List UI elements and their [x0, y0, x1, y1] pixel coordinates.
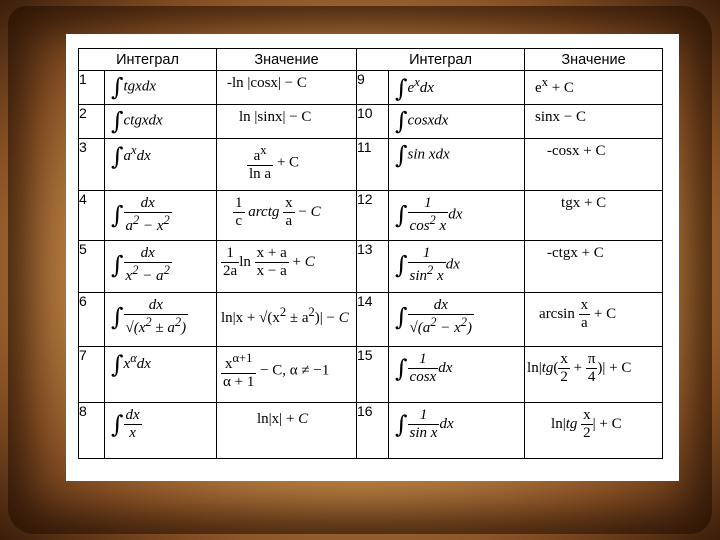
row-number: 3	[79, 139, 105, 191]
integral-cell: ∫ $\frac{dx}{x^2 - a^2}$	[105, 241, 217, 293]
value-cell: $\frac{1}{2a}$ ln $\frac{x + a}{x - a}$ + C	[217, 241, 357, 293]
integral-cell: ∫ $\frac{1}{\text{sin x}}$ dx	[389, 403, 525, 459]
integral-cell: ∫ $\frac{1}{\sin^2 x}$ dx	[389, 241, 525, 293]
row-number: 10	[357, 105, 389, 139]
integral-cell: ∫ $\frac{dx}{x}$	[105, 403, 217, 459]
integral-cell: ∫tgxdx	[105, 71, 217, 105]
integral-cell: ∫ $\frac{dx}{a^2 - x^2}$	[105, 191, 217, 241]
table-row	[79, 347, 663, 403]
value-cell: $\frac{1}{c}$ arctg $\frac{x}{a}$ − C	[217, 191, 357, 241]
row-number: 15	[357, 347, 389, 403]
header-integral-right: Интеграл	[357, 49, 525, 71]
value-cell: $\ln|x + √(x^2 \pm a^2)| - C$	[217, 293, 357, 347]
table-row	[79, 403, 663, 459]
table-row	[79, 105, 663, 139]
value-cell: $e^x + C$	[525, 71, 663, 105]
value-cell: $\frac{a^x}{\text{ln a}}$ + C	[217, 139, 357, 191]
row-number: 5	[79, 241, 105, 293]
table-row	[79, 139, 663, 191]
value-cell: -ctgx + C	[525, 241, 663, 293]
integral-cell: ∫ $\frac{dx}{√(a^2 - x^2)}$	[389, 293, 525, 347]
row-number: 9	[357, 71, 389, 105]
header-value-right: Значение	[525, 49, 663, 71]
integral-cell: $\int x^\alpha dx$	[105, 347, 217, 403]
table-header-row	[79, 49, 663, 71]
row-number: 1	[79, 71, 105, 105]
integral-table-sheet	[66, 34, 679, 481]
integral-table	[78, 48, 663, 459]
row-number: 8	[79, 403, 105, 459]
row-number: 14	[357, 293, 389, 347]
value-cell: -cosx + C	[525, 139, 663, 191]
integral-cell: ∫sin xdx	[389, 139, 525, 191]
row-number: 2	[79, 105, 105, 139]
integral-cell: ∫ $\frac{1}{\cos x}$ dx	[389, 347, 525, 403]
header-integral-left: Интеграл	[79, 49, 217, 71]
value-cell: arcsin $\frac{x}{a}$ + C	[525, 293, 663, 347]
value-cell: $\frac{x^{\alpha+1}}{\alpha + 1}$ − C, α ≠ −1	[217, 347, 357, 403]
row-number: 13	[357, 241, 389, 293]
value-cell: ln|x| + C	[217, 403, 357, 459]
table-row	[79, 293, 663, 347]
value-cell: sinx − C	[525, 105, 663, 139]
integral-cell: ∫ $\frac{1}{\cos^2 x}$ dx	[389, 191, 525, 241]
row-number: 11	[357, 139, 389, 191]
table-row	[79, 191, 663, 241]
table-row	[79, 241, 663, 293]
value-cell: ln|tg $\frac{x}{2}$ | + C	[525, 403, 663, 459]
header-value-left: Значение	[217, 49, 357, 71]
integral-cell: ∫cosxdx	[389, 105, 525, 139]
value-cell: tgx + C	[525, 191, 663, 241]
row-number: 16	[357, 403, 389, 459]
integral-cell: ∫ $\frac{dx}{√(x^2 \pm a^2)}$	[105, 293, 217, 347]
integral-cell: $\int a^xdx$	[105, 139, 217, 191]
row-number: 6	[79, 293, 105, 347]
row-number: 7	[79, 347, 105, 403]
table-row	[79, 71, 663, 105]
value-cell: ln |sinx| − C	[217, 105, 357, 139]
value-cell: -ln |cosx| − C	[217, 71, 357, 105]
integral-cell: $\int e^xdx$	[389, 71, 525, 105]
row-number: 4	[79, 191, 105, 241]
value-cell: ln|tg( $\frac{x}{2}$ + $\frac{\pi}{4}$ )| + C	[525, 347, 663, 403]
row-number: 12	[357, 191, 389, 241]
integral-cell: ∫ctgxdx	[105, 105, 217, 139]
